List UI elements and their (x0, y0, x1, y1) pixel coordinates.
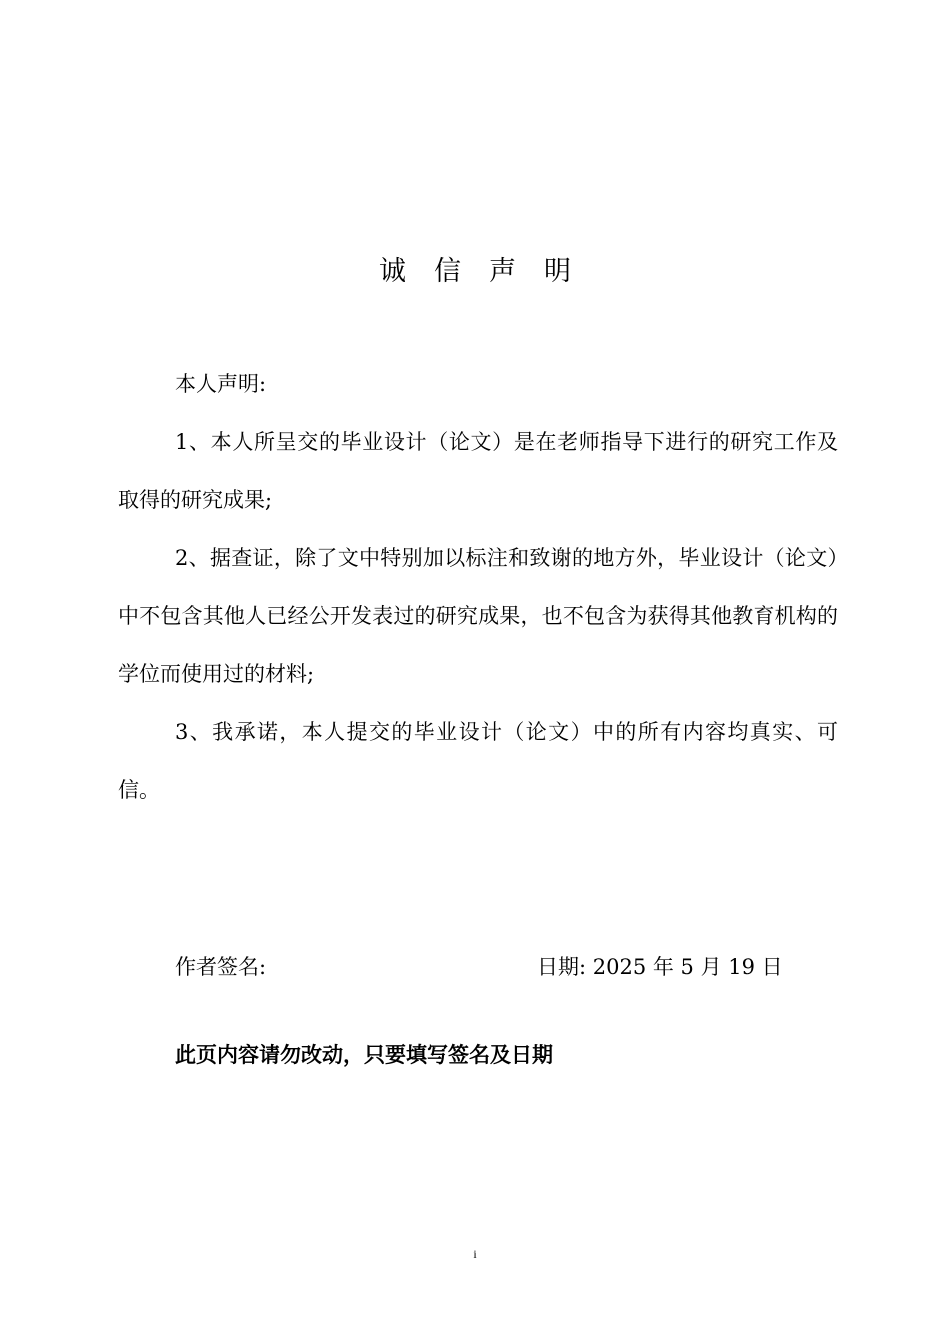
declaration-intro: 本人声明: (175, 372, 267, 396)
page-title: 诚信声明 (379, 256, 599, 287)
declaration-body (118, 355, 838, 819)
signature-label: 作者签名: (175, 955, 267, 979)
declaration-item-2: 2、据查证，除了文中特别加以标注和致谢的地方外，毕业设计（论文）中不包含其他人已经公开发表过的研究成果，也不包含为获得其他教育机构的学位而使用过的材料; (118, 546, 838, 686)
declaration-item-1: 1、本人所呈交的毕业设计（论文）是在老师指导下进行的研究工作及取得的研究成果; (118, 430, 838, 512)
page-number: i (473, 1247, 477, 1261)
declaration-item-3: 3、我承诺，本人提交的毕业设计（论文）中的所有内容均真实、可信。 (118, 720, 838, 802)
signature-row (175, 949, 815, 985)
edit-notice: 此页内容请勿改动，只要填写签名及日期 (175, 1043, 553, 1067)
date-label: 日期: 2025 年 5 月 19 日 (537, 955, 783, 979)
